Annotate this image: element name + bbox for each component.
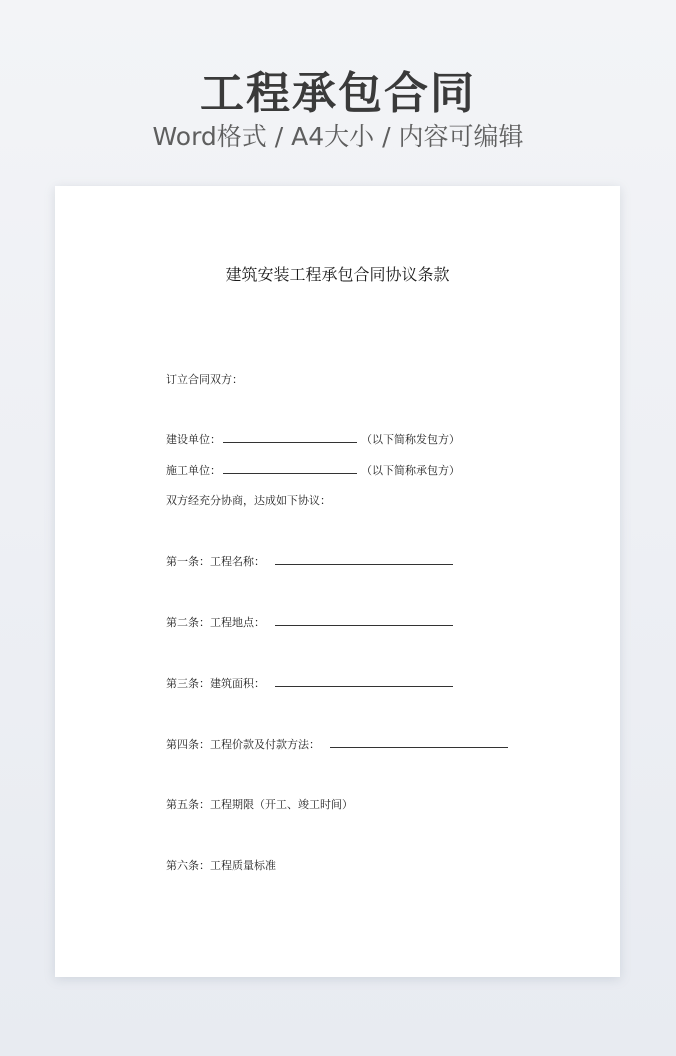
clause-4 bbox=[166, 737, 508, 753]
clause-5 bbox=[166, 797, 353, 813]
clause-1 bbox=[166, 554, 453, 570]
contractor-blank[interactable] bbox=[223, 464, 357, 474]
owner-blank[interactable] bbox=[223, 433, 357, 443]
parties-intro: 订立合同双方： bbox=[166, 373, 243, 386]
clause-3-label: 第三条：建筑面积： bbox=[166, 677, 265, 690]
owner-line bbox=[166, 432, 460, 448]
clause-4-blank[interactable] bbox=[330, 738, 508, 748]
clause-3 bbox=[166, 676, 453, 692]
clause-2-label: 第二条：工程地点： bbox=[166, 616, 265, 629]
document-page bbox=[55, 186, 620, 977]
owner-label: 建设单位： bbox=[166, 433, 221, 446]
owner-note: （以下简称发包方） bbox=[361, 433, 460, 446]
clause-3-blank[interactable] bbox=[275, 677, 453, 687]
clause-4-label: 第四条：工程价款及付款方法： bbox=[166, 738, 320, 751]
contractor-label: 施工单位： bbox=[166, 464, 221, 477]
agreement-text: 双方经充分协商，达成如下协议： bbox=[166, 494, 331, 507]
clause-6 bbox=[166, 858, 276, 874]
banner-title: 工程承包合同 bbox=[200, 68, 476, 119]
contractor-note: （以下简称承包方） bbox=[361, 464, 460, 477]
clause-2 bbox=[166, 615, 453, 631]
clause-6-label: 第六条：工程质量标准 bbox=[166, 859, 276, 872]
clause-2-blank[interactable] bbox=[275, 616, 453, 626]
contractor-line bbox=[166, 463, 460, 479]
clause-5-label: 第五条：工程期限（开工、竣工时间） bbox=[166, 798, 353, 811]
document-title: 建筑安装工程承包合同协议条款 bbox=[225, 265, 450, 284]
clause-1-label: 第一条：工程名称： bbox=[166, 555, 265, 568]
clause-1-blank[interactable] bbox=[275, 555, 453, 565]
banner-subtitle: Word格式 / A4大小 / 内容可编辑 bbox=[152, 122, 524, 151]
